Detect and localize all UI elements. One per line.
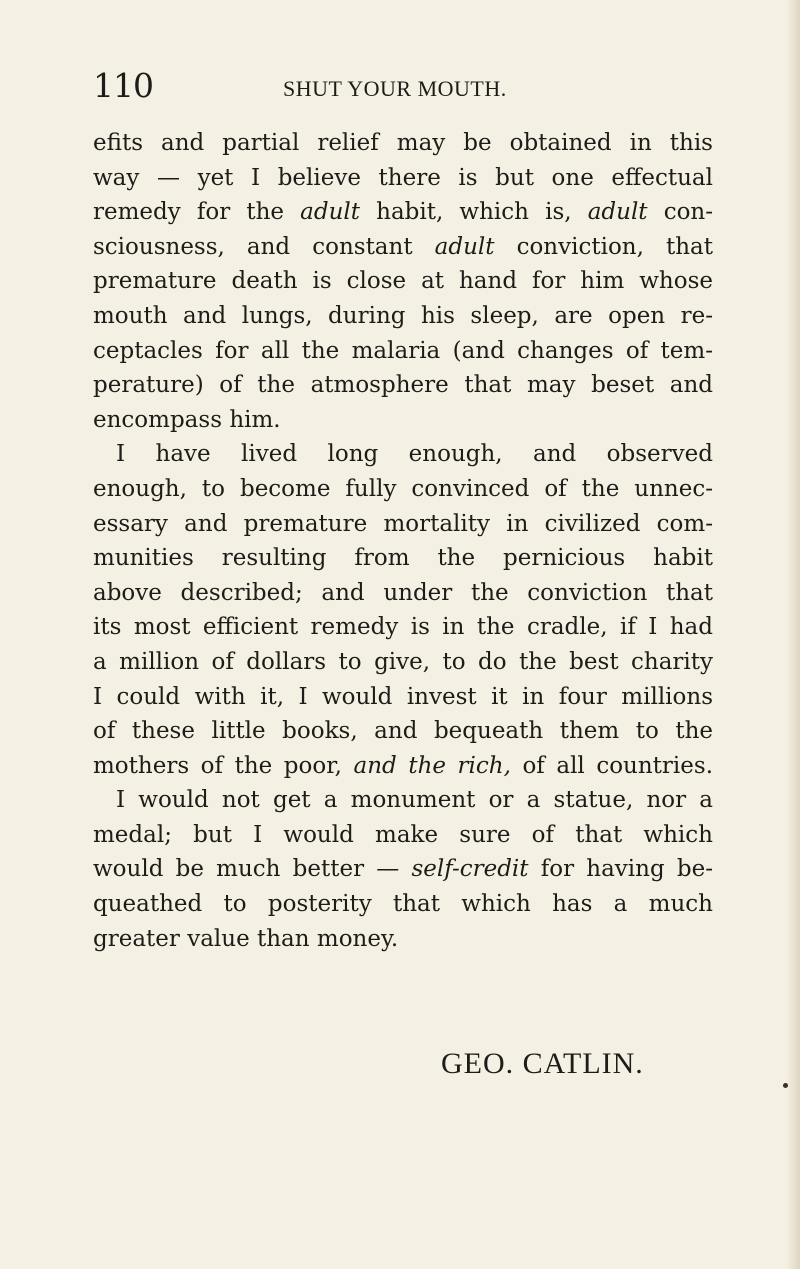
text-segment: medal; but I would make sure of that which bbox=[93, 821, 713, 848]
text-line bbox=[93, 403, 713, 438]
text-segment: munities resulting from the pernicious habit bbox=[93, 545, 713, 572]
text-segment: of these little books, and bequeath them to the bbox=[93, 718, 713, 745]
text-line bbox=[93, 334, 713, 369]
text-segment: conviction, that bbox=[494, 233, 713, 260]
text-line bbox=[93, 714, 713, 749]
text-line bbox=[93, 645, 713, 680]
text-segment: efits and partial relief may be obtained in this bbox=[93, 130, 713, 156]
text-line bbox=[93, 783, 713, 818]
page-edge-shadow bbox=[786, 0, 800, 1269]
text-segment: mothers of the poor, bbox=[93, 752, 354, 779]
text-segment: for having be- bbox=[528, 856, 713, 883]
text-line bbox=[93, 368, 713, 403]
text-segment: I could with it, I would invest it in four millions bbox=[93, 683, 713, 710]
author-signature: GEO. CATLIN. bbox=[441, 1047, 644, 1080]
text-segment: encompass him. bbox=[93, 406, 281, 433]
page-header bbox=[93, 64, 713, 108]
page-number: 110 bbox=[93, 66, 153, 105]
text-line bbox=[93, 887, 713, 922]
text-line bbox=[93, 507, 713, 542]
text-segment: a million of dollars to give, to do the best charity bbox=[93, 648, 713, 675]
text-line bbox=[93, 922, 713, 957]
text-segment: habit, which is, bbox=[360, 199, 588, 226]
italic-text: adult bbox=[587, 199, 648, 226]
text-segment: I have lived long enough, and observed bbox=[116, 441, 713, 468]
italic-text: adult bbox=[300, 199, 361, 226]
text-line bbox=[93, 299, 713, 334]
text-segment: premature death is close at hand for him whose bbox=[93, 268, 713, 295]
text-segment: essary and premature mortality in civilized com- bbox=[93, 510, 713, 537]
text-line bbox=[93, 230, 713, 265]
text-line bbox=[93, 680, 713, 715]
italic-text: adult bbox=[434, 233, 495, 260]
text-line bbox=[93, 264, 713, 299]
text-line bbox=[93, 852, 713, 887]
text-line bbox=[93, 195, 713, 230]
text-segment: way — yet I believe there is but one effectual bbox=[93, 164, 713, 191]
running-title: SHUT YOUR MOUTH. bbox=[283, 76, 507, 101]
text-line bbox=[93, 749, 713, 784]
text-segment: sciousness, and constant bbox=[93, 233, 435, 260]
text-line bbox=[93, 161, 713, 196]
text-line bbox=[93, 472, 713, 507]
text-segment: con- bbox=[647, 199, 714, 226]
text-segment: enough, to become fully convinced of the unnec- bbox=[93, 475, 713, 502]
text-segment: ceptacles for all the malaria (and changes of tem- bbox=[93, 337, 713, 364]
text-line bbox=[93, 576, 713, 611]
text-segment: queathed to posterity that which has a much bbox=[93, 891, 713, 918]
text-segment: of all countries. bbox=[510, 752, 713, 779]
text-segment: its most efficient remedy is in the cradle, if I had bbox=[93, 614, 713, 641]
text-line bbox=[93, 818, 713, 853]
body-text bbox=[93, 126, 713, 956]
italic-text: self-credit bbox=[411, 856, 529, 883]
text-segment: perature) of the atmosphere that may beset and bbox=[93, 372, 713, 399]
text-line bbox=[93, 610, 713, 645]
text-line bbox=[93, 126, 713, 161]
paper-speck bbox=[783, 1083, 788, 1088]
text-segment: above described; and under the conviction that bbox=[93, 579, 713, 606]
text-line bbox=[93, 437, 713, 472]
text-segment: greater value than money. bbox=[93, 925, 399, 952]
text-segment: remedy for the bbox=[93, 199, 301, 226]
italic-text: and the rich, bbox=[353, 752, 511, 779]
text-segment: I would not get a monument or a statue, nor a bbox=[116, 787, 713, 814]
text-segment: mouth and lungs, during his sleep, are open re- bbox=[93, 302, 713, 329]
text-line bbox=[93, 541, 713, 576]
text-segment: would be much better — bbox=[93, 856, 412, 883]
